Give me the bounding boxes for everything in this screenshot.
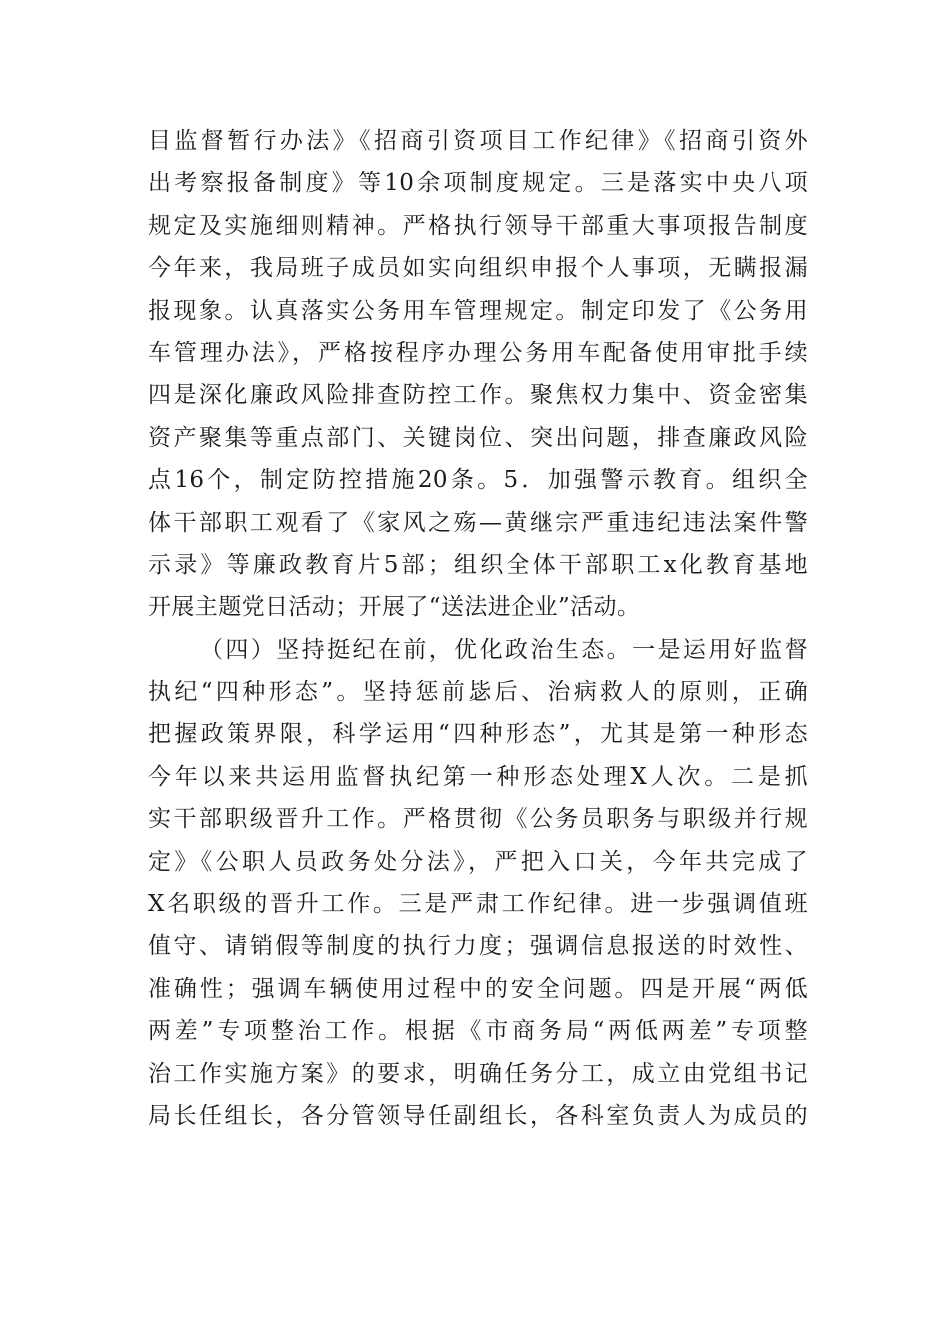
text-line: 车管理办法》，严格按程序办理公务用车配备使用审批手续 [148,339,808,366]
body-text [148,120,808,1137]
section-heading-line: （四）坚持挺纪在前，优化政治生态。一是运用好监督 [200,636,808,663]
text-line: 实干部职级晋升工作。严格贯彻《公务员职务与职级并行规 [148,806,808,833]
text-line: 点16个，制定防控措施20条。5．加强警示教育。组织全 [148,467,808,494]
text-line: 报现象。认真落实公务用车管理规定。制定印发了《公务用 [148,297,808,324]
text-line: X名职级的晋升工作。三是严肃工作纪律。进一步强调值班 [148,891,808,918]
text-line: 治工作实施方案》的要求，明确任务分工，成立由党组书记 [148,1060,808,1087]
text-line: 四是深化廉政风险排查防控工作。聚焦权力集中、资金密集 [148,382,808,409]
text-line: 把握政策界限，科学运用“四种形态”，尤其是第一种形态 [148,721,808,748]
text-line: 今年以来共运用监督执纪第一种形态处理X人次。二是抓 [148,763,808,790]
text-line: 今年来，我局班子成员如实向组织申报个人事项，无瞒报漏 [148,255,808,282]
text-line: 局长任组长，各分管领导任副组长，各科室负责人为成员的 [148,1102,808,1129]
text-line: 体干部职工观看了《家风之殇—黄继宗严重违纪违法案件警 [148,509,808,536]
text-line: 定》《公职人员政务处分法》，严把入口关，今年共完成了 [148,848,808,875]
text-line: 规定及实施细则精神。严格执行领导干部重大事项报告制度 [148,212,808,239]
text-line: 两差”专项整治工作。根据《市商务局“两低两差”专项整 [148,1018,808,1045]
text-line: 准确性；强调车辆使用过程中的安全问题。四是开展“两低 [148,975,808,1002]
text-line: 值守、请销假等制度的执行力度；强调信息报送的时效性、 [148,933,808,960]
paragraph-last-line: 开展主题党日活动；开展了“送法进企业”活动。 [148,594,641,621]
text-line: 示录》等廉政教育片5部；组织全体干部职工x化教育基地 [148,551,808,578]
text-line: 执纪“四种形态”。坚持惩前毖后、治病救人的原则，正确 [148,679,808,706]
text-line: 出考察报备制度》等10余项制度规定。三是落实中央八项 [148,170,808,197]
text-line: 目监督暂行办法》《招商引资项目工作纪律》《招商引资外 [148,128,808,154]
text-line: 资产聚集等重点部门、关键岗位、突出问题，排查廉政风险 [148,424,808,451]
